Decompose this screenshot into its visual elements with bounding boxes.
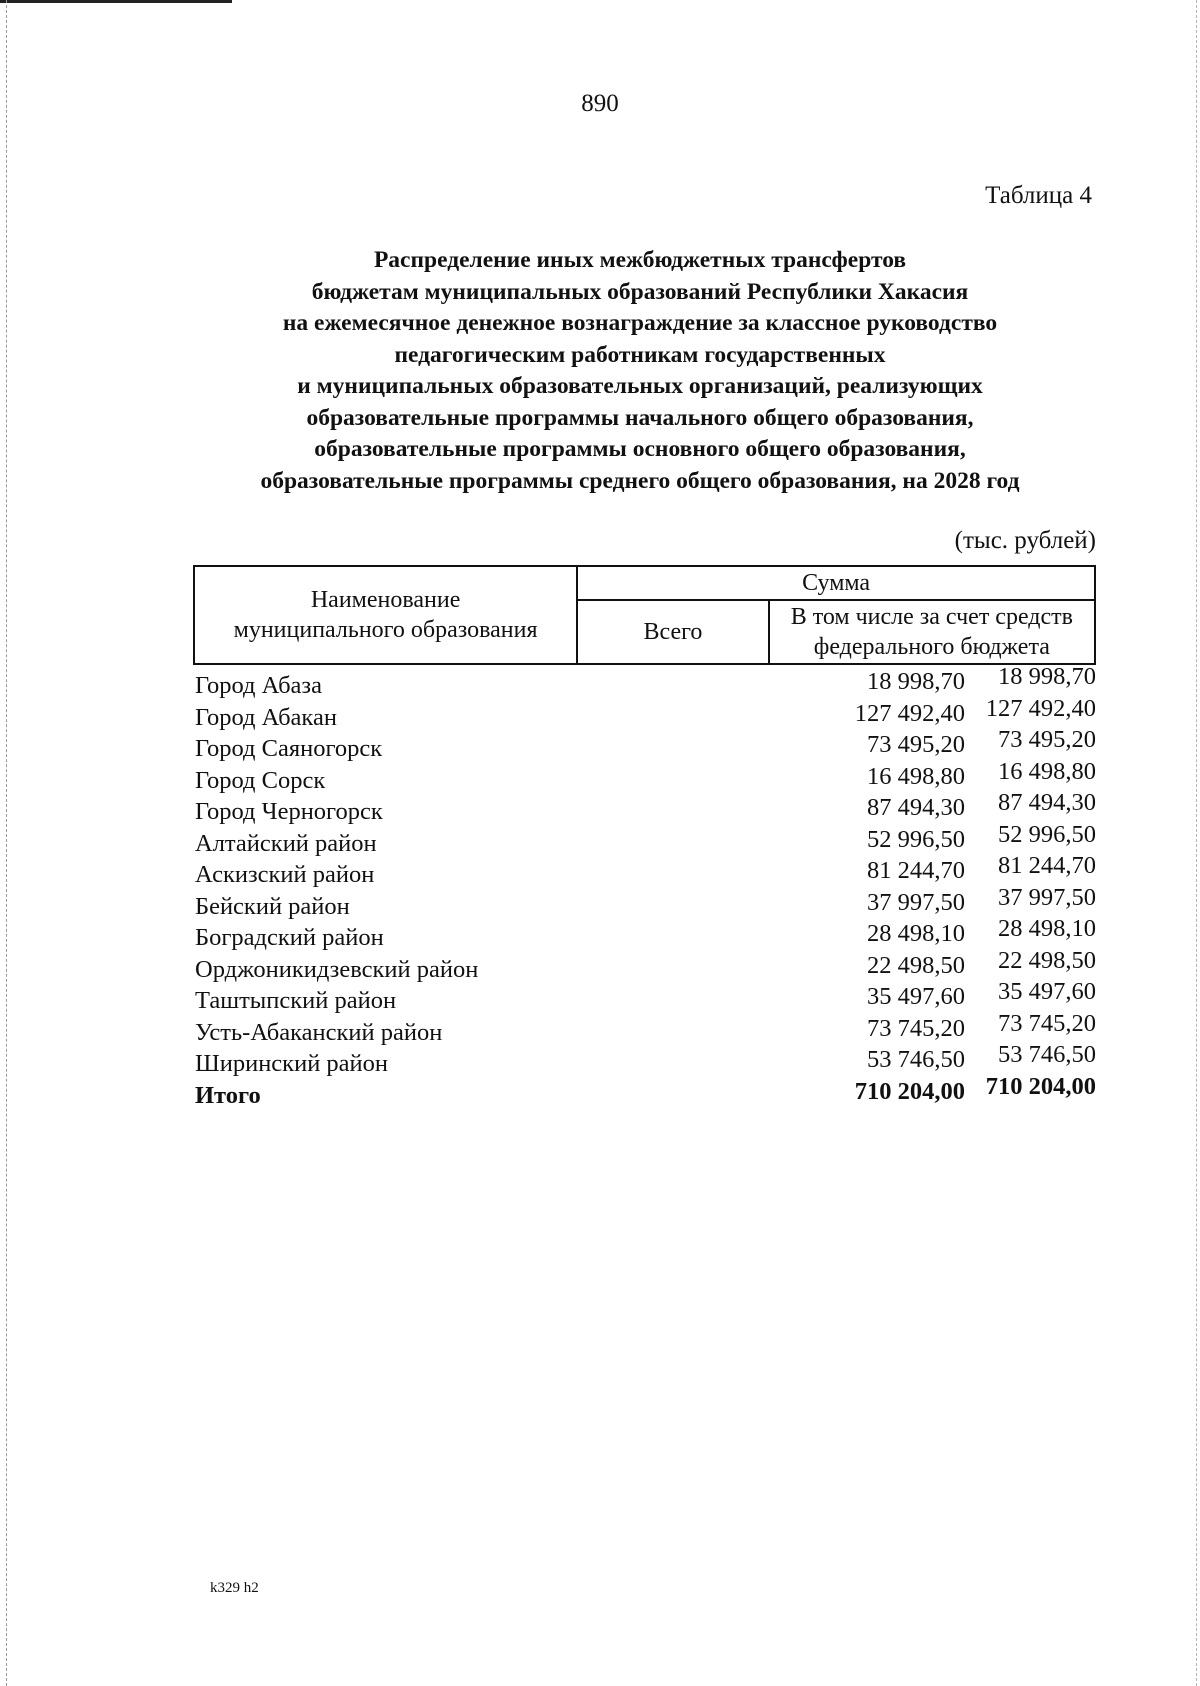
table-row (193, 789, 1103, 826)
total-row-name: Итого (195, 1081, 261, 1109)
row-total: 18 998,70 (867, 668, 965, 695)
row-name: Боградский район (195, 924, 384, 951)
table-row (193, 1009, 1103, 1047)
table-row (193, 726, 1103, 763)
row-name: Бейский район (195, 892, 350, 920)
header-total-cell: Всего (577, 600, 769, 664)
scan-artifact-left-edge (6, 0, 7, 1686)
row-total: 53 746,50 (867, 1046, 965, 1073)
title-line: Распределение иных межбюджетных трансфертов (373, 247, 907, 273)
header-sum-cell: Сумма (577, 566, 1095, 600)
row-total: 81 244,70 (867, 857, 965, 884)
row-federal: 73 745,20 (998, 1009, 1096, 1037)
row-total: 87 494,30 (867, 794, 965, 821)
row-federal: 18 998,70 (998, 663, 1096, 690)
units-label: (тыс. рублей) (954, 527, 1096, 554)
row-total: 35 497,60 (867, 983, 965, 1010)
row-federal: 52 996,50 (998, 820, 1096, 848)
row-federal: 81 244,70 (998, 852, 1096, 879)
scan-artifact-top-line (0, 0, 232, 3)
table-body (193, 663, 1103, 1109)
row-federal: 35 497,60 (998, 978, 1096, 1005)
row-federal: 53 746,50 (998, 1041, 1096, 1068)
row-total: 16 498,80 (867, 762, 965, 790)
header-federal-line1: В том числе за счет средств (790, 604, 1073, 630)
row-name: Город Абаза (195, 672, 322, 699)
row-total: 52 996,50 (867, 825, 965, 853)
header-name-cell (194, 566, 577, 664)
table-row (193, 663, 1103, 700)
table-row (193, 757, 1103, 795)
title-line: образовательные программы основного общего образования, (314, 436, 966, 462)
table-row (193, 694, 1103, 732)
table-header (193, 565, 1096, 665)
row-name: Алтайский район (195, 829, 377, 857)
header-federal-line2: федерального бюджета (813, 634, 1050, 660)
table-row (193, 946, 1103, 984)
title-line: образовательные программы среднего общего образования, на 2028 год (260, 467, 1020, 494)
page-number: 890 (581, 90, 619, 117)
row-federal: 22 498,50 (998, 946, 1096, 974)
header-name-line2: муниципального образования (233, 617, 538, 643)
row-name: Город Абакан (195, 703, 337, 731)
table-row (193, 915, 1103, 952)
table-total-row (193, 1072, 1103, 1110)
title-line: образовательные программы начального общего образования, (306, 404, 974, 431)
row-federal: 16 498,80 (998, 757, 1096, 785)
row-total: 28 498,10 (867, 920, 965, 947)
row-federal: 28 498,10 (998, 915, 1096, 942)
row-total: 37 997,50 (867, 888, 965, 916)
row-name: Город Черногорск (195, 798, 383, 825)
table-row (193, 852, 1103, 889)
footer-document-code: k329 h2 (210, 1580, 259, 1596)
table-row (193, 1041, 1103, 1078)
row-total: 73 745,20 (867, 1014, 965, 1042)
row-federal: 127 492,40 (985, 694, 1096, 722)
row-federal: 37 997,50 (998, 883, 1096, 911)
title-line: педагогическим работникам государственных (394, 341, 886, 368)
row-name: Город Сорск (195, 766, 326, 794)
header-federal-cell (769, 600, 1095, 664)
row-federal: 73 495,20 (998, 726, 1096, 753)
row-total: 22 498,50 (867, 951, 965, 979)
row-total: 127 492,40 (854, 699, 965, 727)
title-line: и муниципальных образовательных организаций, реализующих (297, 373, 983, 399)
row-federal: 87 494,30 (998, 789, 1096, 816)
row-name: Город Саяногорск (195, 735, 383, 762)
total-row-federal: 710 204,00 (985, 1072, 1096, 1100)
row-name: Орджоникидзевский район (195, 955, 479, 983)
row-name: Аскизский район (195, 861, 375, 888)
row-name: Ширинский район (195, 1050, 389, 1077)
table-row (193, 820, 1103, 858)
title-line: на ежемесячное денежное вознаграждение за классное руководство (282, 310, 998, 336)
row-name: Усть-Абаканский район (195, 1018, 443, 1046)
row-name: Таштыпский район (195, 987, 397, 1014)
table-label: Таблица 4 (985, 182, 1092, 209)
total-row-total: 710 204,00 (854, 1077, 965, 1105)
title-line: бюджетам муниципальных образований Республики Хакасия (311, 278, 969, 305)
table-row (193, 883, 1103, 921)
document-title (160, 245, 1120, 497)
scan-artifact-right-edge (1196, 0, 1197, 1686)
header-name-line1: Наименование (310, 587, 461, 613)
table-row (193, 978, 1103, 1015)
row-total: 73 495,20 (867, 731, 965, 758)
